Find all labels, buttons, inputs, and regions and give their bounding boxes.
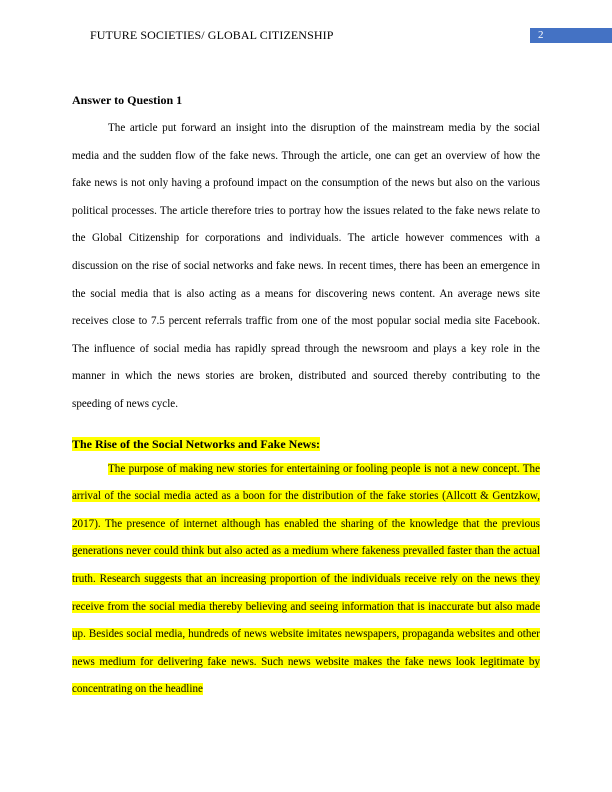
highlighted-heading-text: The Rise of the Social Networks and Fake News: bbox=[72, 436, 320, 451]
document-body bbox=[72, 92, 540, 704]
page-number-badge bbox=[530, 28, 612, 43]
page-number: 2 bbox=[538, 29, 544, 41]
header-title: FUTURE SOCIETIES/ GLOBAL CITIZENSHIP bbox=[90, 28, 334, 42]
section-heading-answer-1: Answer to Question 1 bbox=[72, 93, 183, 107]
section-paragraph-rise-of-social-networks bbox=[72, 456, 540, 704]
section-heading-rise-of-social-networks bbox=[72, 436, 540, 452]
section-paragraph-answer-1: The article put forward an insight into the disruption of the mainstream media by the social media and the sudden flow of the fake news. Through the article, one can get an overview of how the fake news is not only having a profound impact on the consumption of the news but also on the various political processes. The article therefore tries to portray how the issues related to the fake news relate to the Global Citizenship for corporations and individuals. The article however commences with a discussion on the rise of social networks and fake news. In recent times, there has been an emergence in the social media that is also acting as a means for discovering news content. An average news site receives close to 7.5 percent referrals traffic from one of the most popular social media site Facebook. The influence of social media has rapidly spread through the newsroom and plays a key role in the manner in which the news stories are broken, distributed and sourced thereby contributing to the speeding of news cycle. bbox=[72, 122, 540, 410]
highlighted-paragraph-text: The purpose of making new stories for entertaining or fooling people is not a new concept. The arrival of the social media acted as a boon for the distribution of the fake stories (Allcott & Gentzkow, 2017). The presence of internet although has enabled the sharing of the knowledge that the previous generations never could think but also acted as a medium where fakeness prevailed faster than the actual truth. Research suggests that an increasing proportion of the individuals receive rely on the news they receive from the social media thereby believing and seeing information that is inaccurate but also made up. Besides social media, hundreds of news website imitates newspapers, propaganda websites and other news medium for delivering fake news. Such news website makes the fake news look legitimate by concentrating on the headline bbox=[72, 462, 540, 696]
